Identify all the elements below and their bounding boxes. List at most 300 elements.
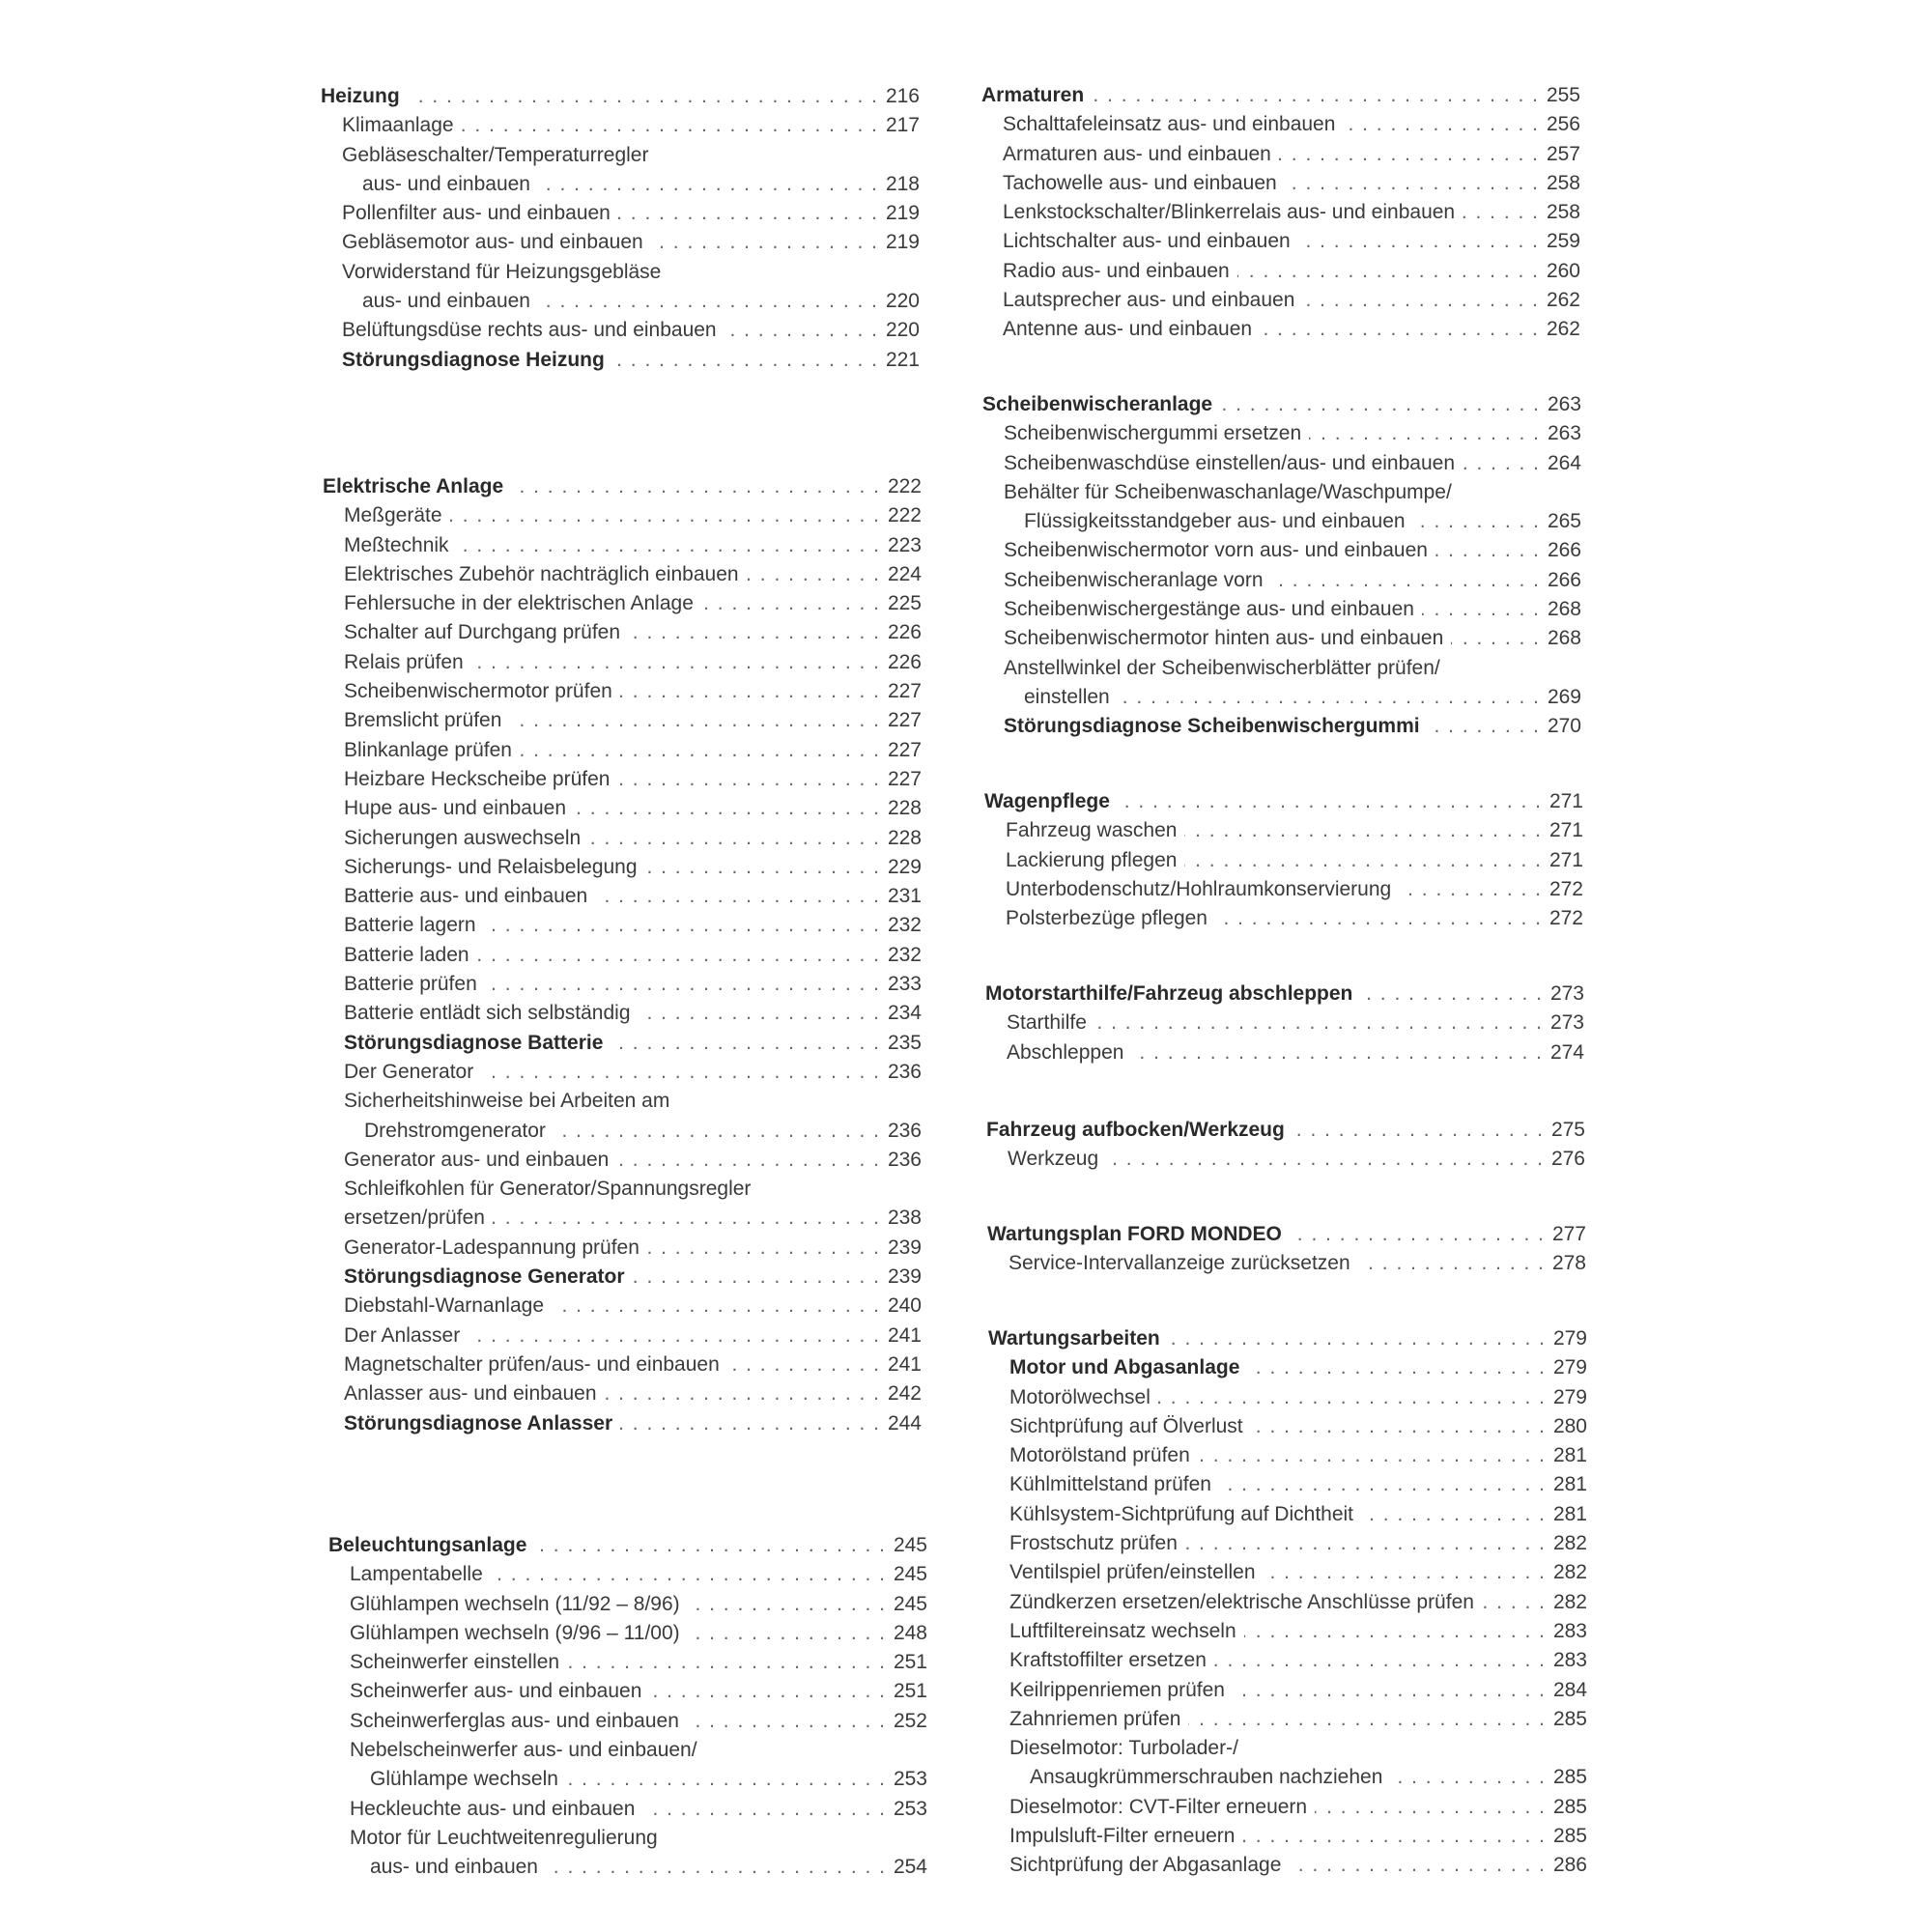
toc-entry <box>988 1441 1587 1470</box>
page-number: 279 <box>1552 1327 1587 1350</box>
entry-title: Generator-Ladespannung prüfen <box>344 1236 639 1259</box>
entry-title: Batterie lagern <box>344 914 476 937</box>
toc-entry <box>982 507 1581 536</box>
entry-title: Polsterbezüge pflegen <box>1006 907 1208 930</box>
page-number: 263 <box>1547 422 1581 445</box>
entry-title: Relais prüfen <box>344 650 464 673</box>
entry-title: Scheibenwischermotor vorn aus- und einbauen <box>1004 539 1428 562</box>
entry-title: Unterbodenschutz/Hohlraumkonservierung <box>1006 877 1392 900</box>
entry-title: Vorwiderstand für Heizungsgebläse <box>342 260 662 283</box>
page-number: 281 <box>1552 1444 1587 1467</box>
page-number: 227 <box>887 709 922 732</box>
dot-leader <box>471 648 879 677</box>
page-number: 266 <box>1547 568 1581 591</box>
dot-leader <box>1184 816 1541 845</box>
page-number: 286 <box>1552 1854 1587 1877</box>
entry-title: Ventilspiel prüfen/einstellen <box>1009 1561 1256 1584</box>
entry-title: Armaturen aus- und einbauen <box>1003 142 1271 165</box>
page-number: 248 <box>893 1621 927 1644</box>
toc-entry <box>981 315 1580 344</box>
page-number: 254 <box>893 1856 927 1879</box>
entry-title: Scheibenwischergestänge aus- und einbauen <box>1004 598 1414 621</box>
toc-entry <box>323 941 922 970</box>
entry-title: Glühlampe wechseln <box>370 1768 558 1791</box>
page-number: 279 <box>1552 1385 1587 1408</box>
toc-entry <box>988 1676 1587 1705</box>
toc-entry <box>323 1175 922 1204</box>
page-number: 251 <box>893 1651 927 1674</box>
entry-title: Störungsdiagnose Anlasser <box>344 1411 613 1435</box>
toc-entry <box>982 595 1581 624</box>
dot-leader <box>1463 449 1539 478</box>
toc-heading <box>982 390 1581 419</box>
toc-entry <box>988 1383 1587 1412</box>
dot-leader <box>1302 286 1538 315</box>
page-number: 278 <box>1551 1252 1586 1275</box>
toc-entry <box>982 624 1581 653</box>
entry-title: Batterie prüfen <box>344 973 477 996</box>
toc-entry <box>323 882 922 911</box>
dot-leader <box>485 970 879 999</box>
entry-title: Sicherungen auswechseln <box>344 826 582 849</box>
page-number: 282 <box>1552 1561 1587 1584</box>
entry-title: Motor für Leuchtweitenregulierung <box>350 1826 658 1849</box>
toc-entry <box>328 1736 927 1765</box>
toc-section-starthilfe <box>985 980 1584 1067</box>
dot-leader <box>1279 140 1538 169</box>
page-number: 258 <box>1546 171 1580 194</box>
dot-leader <box>574 794 879 823</box>
toc-entry <box>323 765 922 794</box>
page-number: 283 <box>1552 1649 1587 1672</box>
entry-title: Hupe aus- und einbauen <box>344 797 567 820</box>
dot-leader <box>1220 390 1539 419</box>
dot-leader <box>468 1321 879 1350</box>
entry-title: Der Generator <box>344 1060 474 1083</box>
toc-entry <box>986 1145 1585 1174</box>
entry-title: Sichtprüfung auf Ölverlust <box>1009 1414 1243 1437</box>
page-number: 216 <box>885 85 920 107</box>
dot-leader <box>1158 1383 1545 1412</box>
dot-leader <box>1184 846 1541 875</box>
toc-entry <box>982 683 1581 712</box>
dot-leader <box>1289 1851 1545 1880</box>
dot-leader <box>701 589 879 618</box>
entry-title: Batterie aus- und einbauen <box>344 885 588 908</box>
entry-title: Störungsdiagnose Scheibenwischergummi <box>1004 715 1420 738</box>
dot-leader <box>633 1263 879 1292</box>
page-number: 259 <box>1546 230 1580 253</box>
entry-title: Motorstarthilfe/Fahrzeug abschleppen <box>985 982 1353 1005</box>
dot-leader <box>538 287 877 316</box>
dot-leader <box>1251 1412 1545 1441</box>
entry-title: Armaturen <box>981 84 1085 106</box>
dot-leader <box>1358 1249 1544 1278</box>
toc-entry <box>323 1321 922 1350</box>
page-number: 271 <box>1548 848 1583 871</box>
page-number: 264 <box>1547 451 1581 474</box>
page-number: 241 <box>887 1352 922 1376</box>
entry-title: Elektrisches Zubehör nachträglich einbauen <box>344 562 739 585</box>
page-number: 223 <box>887 533 922 556</box>
dot-leader <box>477 941 879 970</box>
toc-entry <box>982 654 1581 683</box>
page-number: 244 <box>887 1411 922 1435</box>
toc-entry <box>323 911 922 940</box>
page-number: 255 <box>1546 84 1580 106</box>
entry-title: Scheinwerferglas aus- und einbauen <box>350 1709 679 1732</box>
toc-entry <box>323 1379 922 1408</box>
entry-title: Impulsluft-Filter erneuern <box>1009 1825 1236 1848</box>
page-number: 266 <box>1547 539 1581 562</box>
dot-leader <box>1247 1353 1545 1382</box>
entry-title: Abschleppen <box>1007 1040 1124 1064</box>
toc-entry <box>988 1588 1587 1617</box>
page-number: 272 <box>1548 907 1583 930</box>
toc-entry <box>988 1412 1587 1441</box>
page-number: 276 <box>1550 1148 1585 1171</box>
toc-entry <box>988 1529 1587 1558</box>
dot-leader <box>1343 110 1538 139</box>
entry-title: Sicherungs- und Relaisbelegung <box>344 855 638 878</box>
dot-leader <box>727 1350 879 1379</box>
entry-title: Drehstromgenerator <box>364 1119 546 1142</box>
dot-leader <box>611 1029 879 1058</box>
page-number: 234 <box>887 1002 922 1025</box>
toc-entry <box>981 257 1580 286</box>
dot-leader <box>1315 1793 1545 1822</box>
entry-title: Glühlampen wechseln (9/96 – 11/00) <box>350 1621 680 1644</box>
toc-heading <box>981 81 1580 110</box>
dot-leader <box>1293 1116 1543 1145</box>
toc-entry <box>323 853 922 882</box>
toc-entry <box>988 1470 1587 1499</box>
dot-leader <box>491 1560 885 1589</box>
page-number: 239 <box>887 1265 922 1289</box>
toc-entry <box>981 198 1580 227</box>
dot-leader <box>649 1677 885 1706</box>
toc-entry <box>982 449 1581 478</box>
dot-leader <box>1360 980 1542 1009</box>
dot-leader <box>1451 624 1539 653</box>
dot-leader <box>511 472 879 501</box>
entry-title: Service-Intervallanzeige zurücksetzen <box>1009 1252 1350 1275</box>
entry-title: Wartungsplan FORD MONDEO <box>987 1223 1282 1245</box>
entry-title: Kraftstoffilter ersetzen <box>1009 1649 1207 1672</box>
dot-leader <box>642 1795 885 1824</box>
toc-entry <box>984 904 1583 933</box>
toc-entry <box>323 501 922 530</box>
entry-title: Lampentabelle <box>350 1563 483 1586</box>
dot-leader <box>493 1204 879 1233</box>
entry-title: Sicherheitshinweise bei Arbeiten am <box>344 1090 670 1113</box>
page-number: 218 <box>885 172 920 195</box>
page-number: 228 <box>887 797 922 820</box>
entry-title: Kühlmittelstand prüfen <box>1009 1473 1211 1496</box>
page-number: 271 <box>1548 819 1583 842</box>
dot-leader <box>688 1590 885 1619</box>
dot-leader <box>1237 257 1538 286</box>
entry-title: aus- und einbauen <box>370 1856 538 1879</box>
toc-entry <box>988 1705 1587 1734</box>
page-number: 251 <box>893 1680 927 1703</box>
entry-title: Fahrzeug aufbocken/Werkzeug <box>986 1119 1285 1141</box>
page-number: 217 <box>885 114 920 137</box>
toc-entry <box>981 110 1580 139</box>
dot-leader <box>1242 1822 1545 1851</box>
entry-title: Antenne aus- und einbauen <box>1003 318 1253 341</box>
toc-entry <box>323 1058 922 1087</box>
entry-title: Scheibenwaschdüse einstellen/aus- und einbauen <box>1004 451 1456 474</box>
page-number: 268 <box>1547 627 1581 650</box>
toc-heading <box>321 82 920 111</box>
entry-title: Störungsdiagnose Generator <box>344 1265 625 1289</box>
page-number: 236 <box>887 1148 922 1171</box>
dot-leader <box>450 501 879 530</box>
page-number: 231 <box>887 885 922 908</box>
dot-leader <box>520 736 879 765</box>
dot-leader <box>1482 1588 1545 1617</box>
toc-heading <box>328 1531 927 1560</box>
toc-entry <box>328 1824 927 1853</box>
entry-title: Gebläsemotor aus- und einbauen <box>342 231 643 254</box>
dot-leader <box>1198 1441 1545 1470</box>
entry-title: Werkzeug <box>1008 1148 1099 1171</box>
page-number: 227 <box>887 767 922 790</box>
page-number: 285 <box>1552 1766 1587 1789</box>
dot-leader <box>1298 227 1538 256</box>
toc-entry <box>328 1707 927 1736</box>
toc-entry <box>323 531 922 560</box>
dot-leader <box>1399 875 1541 904</box>
toc-entry <box>988 1851 1587 1880</box>
toc-entry <box>988 1500 1587 1529</box>
dot-leader <box>747 560 879 589</box>
toc-entry <box>982 566 1581 595</box>
page-number: 269 <box>1547 685 1581 708</box>
toc-entry <box>321 111 920 140</box>
page-number: 220 <box>885 290 920 313</box>
toc-entry <box>987 1249 1586 1278</box>
page-number: 270 <box>1547 715 1581 738</box>
toc-heading <box>323 472 922 501</box>
toc-entry <box>323 618 922 647</box>
toc-entry <box>988 1558 1587 1587</box>
toc-entry <box>323 706 922 735</box>
toc-entry <box>328 1853 927 1882</box>
toc-entry <box>984 816 1583 845</box>
dot-leader <box>612 346 877 375</box>
page-number: 281 <box>1552 1473 1587 1496</box>
toc-entry <box>323 560 922 589</box>
toc-entry <box>321 228 920 257</box>
toc-entry <box>321 199 920 228</box>
page-number: 240 <box>887 1294 922 1318</box>
entry-title: Elektrische Anlage <box>323 475 504 497</box>
toc-entry <box>321 346 920 375</box>
page-number: 236 <box>887 1060 922 1083</box>
page-number: 245 <box>893 1534 927 1556</box>
entry-title: Scheibenwischergummi ersetzen <box>1004 422 1302 445</box>
toc-entry <box>323 648 922 677</box>
entry-title: Blinkanlage prüfen <box>344 738 512 761</box>
page-number: 285 <box>1552 1795 1587 1818</box>
page-number: 245 <box>893 1563 927 1586</box>
toc-entry <box>981 140 1580 169</box>
dot-leader <box>1290 1220 1544 1249</box>
page-number: 232 <box>887 914 922 937</box>
toc-entry <box>328 1619 927 1648</box>
dot-leader <box>1413 507 1539 536</box>
dot-leader <box>617 765 879 794</box>
entry-title: Zündkerzen ersetzen/elektrische Anschlüsse prüfen <box>1009 1590 1474 1613</box>
entry-title: Wartungsarbeiten <box>988 1327 1160 1350</box>
entry-title: aus- und einbauen <box>362 172 530 195</box>
toc-section-aufbocken <box>986 1116 1585 1175</box>
entry-title: Scheinwerfer aus- und einbauen <box>350 1680 642 1703</box>
toc-heading <box>988 1324 1587 1353</box>
dot-leader <box>481 1058 879 1087</box>
toc-heading <box>984 787 1583 816</box>
entry-title: Anlasser aus- und einbauen <box>344 1382 597 1406</box>
toc-entry <box>985 1038 1584 1067</box>
page-number: 258 <box>1546 201 1580 224</box>
toc-entry <box>323 1350 922 1379</box>
toc-section-wartungsplan <box>987 1220 1586 1279</box>
dot-leader <box>1168 1324 1545 1353</box>
page-number: 219 <box>885 231 920 254</box>
toc-entry <box>988 1353 1587 1382</box>
entry-title: Meßtechnik <box>344 533 449 556</box>
page-number: 263 <box>1547 393 1581 415</box>
page-number: 273 <box>1549 1011 1584 1035</box>
entry-title: Diebstahl-Warnanlage <box>344 1294 544 1318</box>
toc-entry <box>323 999 922 1028</box>
entry-title: Pollenfilter aus- und einbauen <box>342 202 611 225</box>
page-number: 256 <box>1546 113 1580 136</box>
toc-entry <box>321 258 920 287</box>
dot-leader <box>554 1117 879 1146</box>
toc-heading <box>986 1116 1585 1145</box>
page-number: 285 <box>1552 1825 1587 1848</box>
dot-leader <box>628 618 879 647</box>
dot-leader <box>1361 1500 1545 1529</box>
page-number: 265 <box>1547 510 1581 533</box>
entry-title: Tachowelle aus- und einbauen <box>1003 171 1277 194</box>
toc-section-beleuchtung <box>328 1531 927 1883</box>
toc-entry <box>988 1617 1587 1646</box>
entry-title: Keilrippenriemen prüfen <box>1009 1678 1225 1701</box>
entry-title: ersetzen/prüfen <box>344 1207 485 1230</box>
toc-section-wagenpflege <box>984 787 1583 933</box>
entry-title: Fehlersuche in der elektrischen Anlage <box>344 592 694 615</box>
entry-title: Batterie entlädt sich selbständig <box>344 1002 631 1025</box>
page-number: 238 <box>887 1207 922 1230</box>
toc-entry <box>982 712 1581 741</box>
toc-entry <box>982 536 1581 565</box>
page-number: 227 <box>887 680 922 703</box>
dot-leader <box>724 316 877 345</box>
dot-leader <box>1428 712 1539 741</box>
entry-title: Behälter für Scheibenwaschanlage/Waschpumpe/ <box>1004 480 1452 503</box>
page-number: 232 <box>887 943 922 966</box>
entry-title: Gebläseschalter/Temperaturregler <box>342 143 649 166</box>
entry-title: Anstellwinkel der Scheibenwischerblätter prüfen/ <box>1004 656 1440 679</box>
entry-title: Klimaanlage <box>342 114 454 137</box>
entry-title: Belüftungsdüse rechts aus- und einbauen <box>342 319 717 342</box>
dot-leader <box>687 1707 885 1736</box>
page-number: 268 <box>1547 598 1581 621</box>
toc-section-armaturen <box>981 81 1580 345</box>
entry-title: einstellen <box>1024 685 1110 708</box>
entry-title: Scheibenwischermotor prüfen <box>344 680 612 703</box>
entry-title: Fahrzeug waschen <box>1006 819 1178 842</box>
entry-title: Starthilfe <box>1007 1011 1087 1035</box>
toc-entry <box>988 1822 1587 1851</box>
dot-leader <box>595 882 879 911</box>
entry-title: Dieselmotor: Turbolader-/ <box>1009 1737 1238 1760</box>
entry-title: Scheibenwischeranlage <box>982 393 1213 415</box>
toc-entry <box>988 1763 1587 1792</box>
dot-leader <box>1215 904 1541 933</box>
dot-leader <box>616 1146 879 1175</box>
page-number: 272 <box>1548 877 1583 900</box>
page-number: 275 <box>1550 1119 1585 1141</box>
page-number: 233 <box>887 973 922 996</box>
toc-entry <box>323 589 922 618</box>
dot-leader <box>1233 1676 1545 1705</box>
dot-leader <box>538 170 877 199</box>
dot-leader <box>1106 1145 1543 1174</box>
entry-title: Luftfiltereinsatz wechseln <box>1009 1619 1236 1642</box>
dot-leader <box>484 911 879 940</box>
dot-leader <box>1094 1009 1542 1037</box>
toc-entry <box>321 141 920 170</box>
entry-title: Lenkstockschalter/Blinkerrelais aus- und einbauen <box>1003 201 1456 224</box>
dot-leader <box>647 1234 879 1263</box>
page-number: 219 <box>885 202 920 225</box>
toc-entry <box>323 1087 922 1116</box>
entry-title: Batterie laden <box>344 943 469 966</box>
toc-section-elektrik <box>323 472 922 1438</box>
page-number: 235 <box>887 1031 922 1054</box>
toc-entry <box>988 1793 1587 1822</box>
dot-leader <box>1309 419 1539 448</box>
toc-entry <box>988 1734 1587 1763</box>
page-number: 222 <box>887 475 922 497</box>
toc-entry <box>323 1234 922 1263</box>
entry-title: Motor und Abgasanlage <box>1009 1356 1240 1379</box>
dot-leader <box>618 199 877 228</box>
page-number: 281 <box>1552 1502 1587 1525</box>
toc-entry <box>328 1648 927 1677</box>
entry-title: Frostschutz prüfen <box>1009 1532 1178 1555</box>
entry-title: Wagenpflege <box>984 790 1110 812</box>
page-number: 273 <box>1549 982 1584 1005</box>
page-number: 245 <box>893 1592 927 1615</box>
toc-entry <box>321 316 920 345</box>
entry-title: Ansaugkrümmerschrauben nachziehen <box>1030 1766 1383 1789</box>
dot-leader <box>645 853 879 882</box>
dot-leader <box>605 1379 879 1408</box>
entry-title: Lackierung pflegen <box>1006 848 1178 871</box>
page-number: 221 <box>885 348 920 371</box>
entry-title: Nebelscheinwerfer aus- und einbauen/ <box>350 1739 697 1762</box>
page-number: 241 <box>887 1323 922 1347</box>
dot-leader <box>1271 566 1540 595</box>
page-number: 274 <box>1549 1040 1584 1064</box>
entry-title: Flüssigkeitsstandgeber aus- und einbauen <box>1024 510 1406 533</box>
